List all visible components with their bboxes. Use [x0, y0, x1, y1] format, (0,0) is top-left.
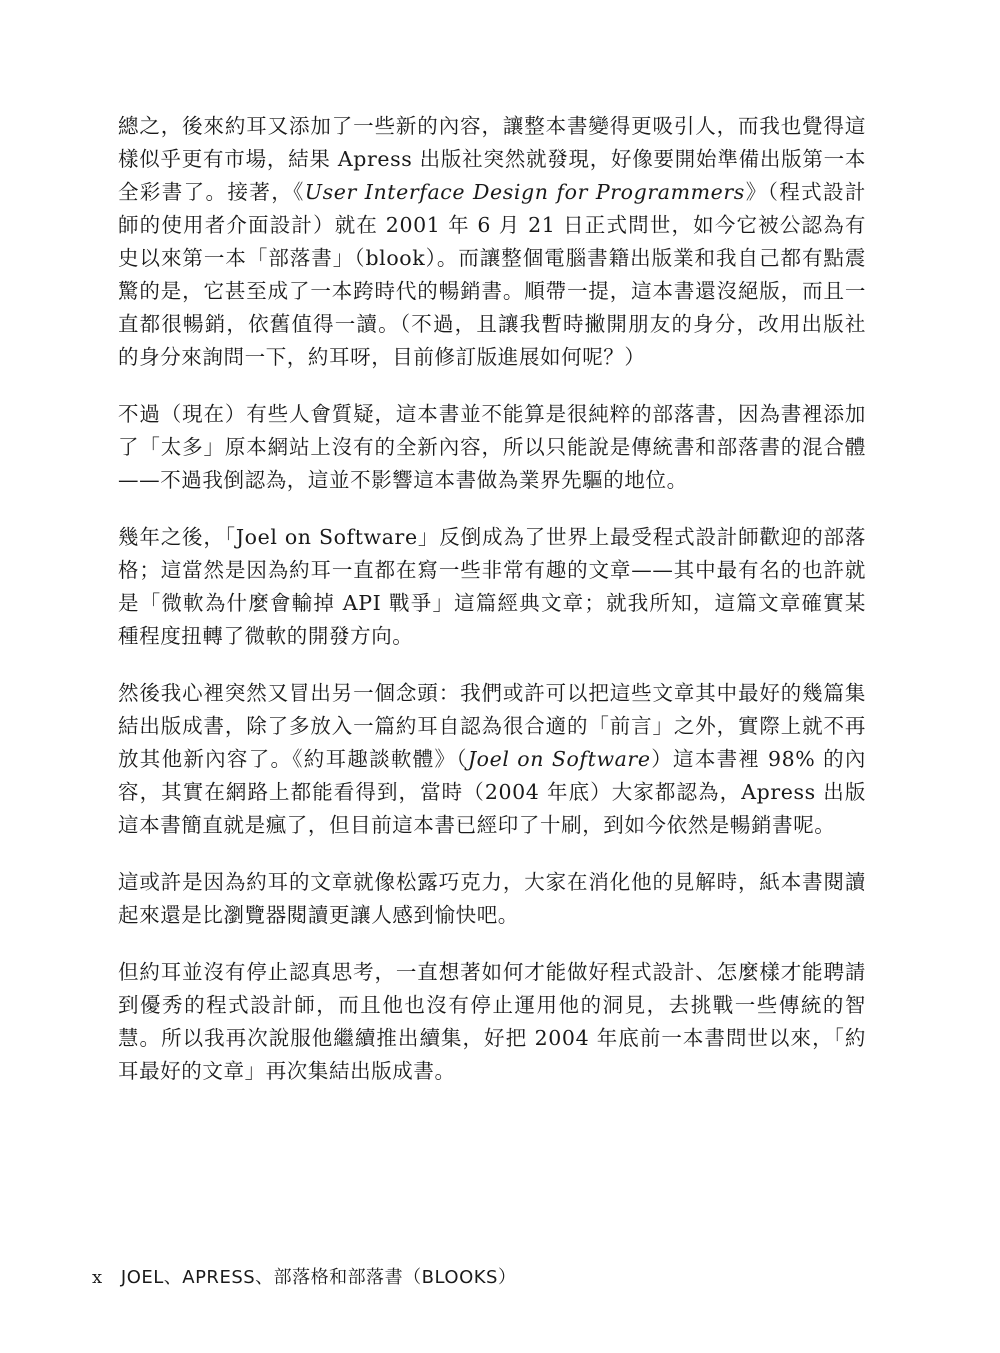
- paragraph-1: 總之，後來約耳又添加了一些新的內容，讓整本書變得更吸引人，而我也覺得這樣似乎更有市場，結果 Apress 出版社突然就發現，好像要開始準備出版第一本全彩書了。接著，《User Interface Design for Programmers》（程式設計師的使用者介面設計）就在 2001 年 6 月 21 日正式問世，如今它被公認為有史以來第一本「部落書」（blook）。而讓整個電腦書籍出版業和我自己都有點震驚的是，它甚至成了一本跨時代的暢銷書。順帶一提，這本書還沒絕版，而且一直都很暢銷，依舊值得一讀。（不過，且讓我暫時撇開朋友的身分，改用出版社的身分來詢問一下，約耳呀，目前修訂版進展如何呢？）: [118, 114, 866, 369]
- running-head: JOEL、APRESS、部落格和部落書（BLOOKS）: [120, 1267, 517, 1288]
- page-footer: [92, 1266, 516, 1290]
- book-title-italic: Joel on Software: [467, 747, 651, 771]
- page-body: [118, 110, 866, 1112]
- paragraph-4: 然後我心裡突然又冒出另一個念頭：我們或許可以把這些文章其中最好的幾篇集結出版成書，除了多放入一篇約耳自認為很合適的「前言」之外，實際上就不再放其他新內容了。《約耳趣談軟體》（Joel on Software）這本書裡 98% 的內容，其實在網路上都能看得到，當時（2004 年底）大家都認為，Apress 出版這本書簡直就是瘋了，但目前這本書已經印了十刷，到如今依然是暢銷書呢。: [118, 681, 867, 837]
- book-title-italic: User Interface Design for Programmers: [304, 180, 745, 204]
- paragraph-3: 幾年之後，「Joel on Software」反倒成為了世界上最受程式設計師歡迎的部落格；這當然是因為約耳一直都在寫一些非常有趣的文章——其中最有名的也許就是「微軟為什麼會輸掉 API 戰爭」這篇經典文章；就我所知，這篇文章確實某種程度扭轉了微軟的開發方向。: [118, 525, 866, 648]
- page-number: x: [92, 1267, 103, 1288]
- paragraph-6: 但約耳並沒有停止認真思考，一直想著如何才能做好程式設計、怎麼樣才能聘請到優秀的程式設計師，而且他也沒有停止運用他的洞見，去挑戰一些傳統的智慧。所以我再次說服他繼續推出續集，好把 2004 年底前一本書問世以來，「約耳最好的文章」再次集結出版成書。: [118, 960, 866, 1083]
- paragraph-2: 不過（現在）有些人會質疑，這本書並不能算是很純粹的部落書，因為書裡添加了「太多」原本網站上沒有的全新內容，所以只能說是傳統書和部落書的混合體——不過我倒認為，這並不影響這本書做為業界先驅的地位。: [118, 402, 866, 492]
- paragraph-5: 這或許是因為約耳的文章就像松露巧克力，大家在消化他的見解時，紙本書閱讀起來還是比瀏覽器閱讀更讓人感到愉快吧。: [118, 870, 866, 927]
